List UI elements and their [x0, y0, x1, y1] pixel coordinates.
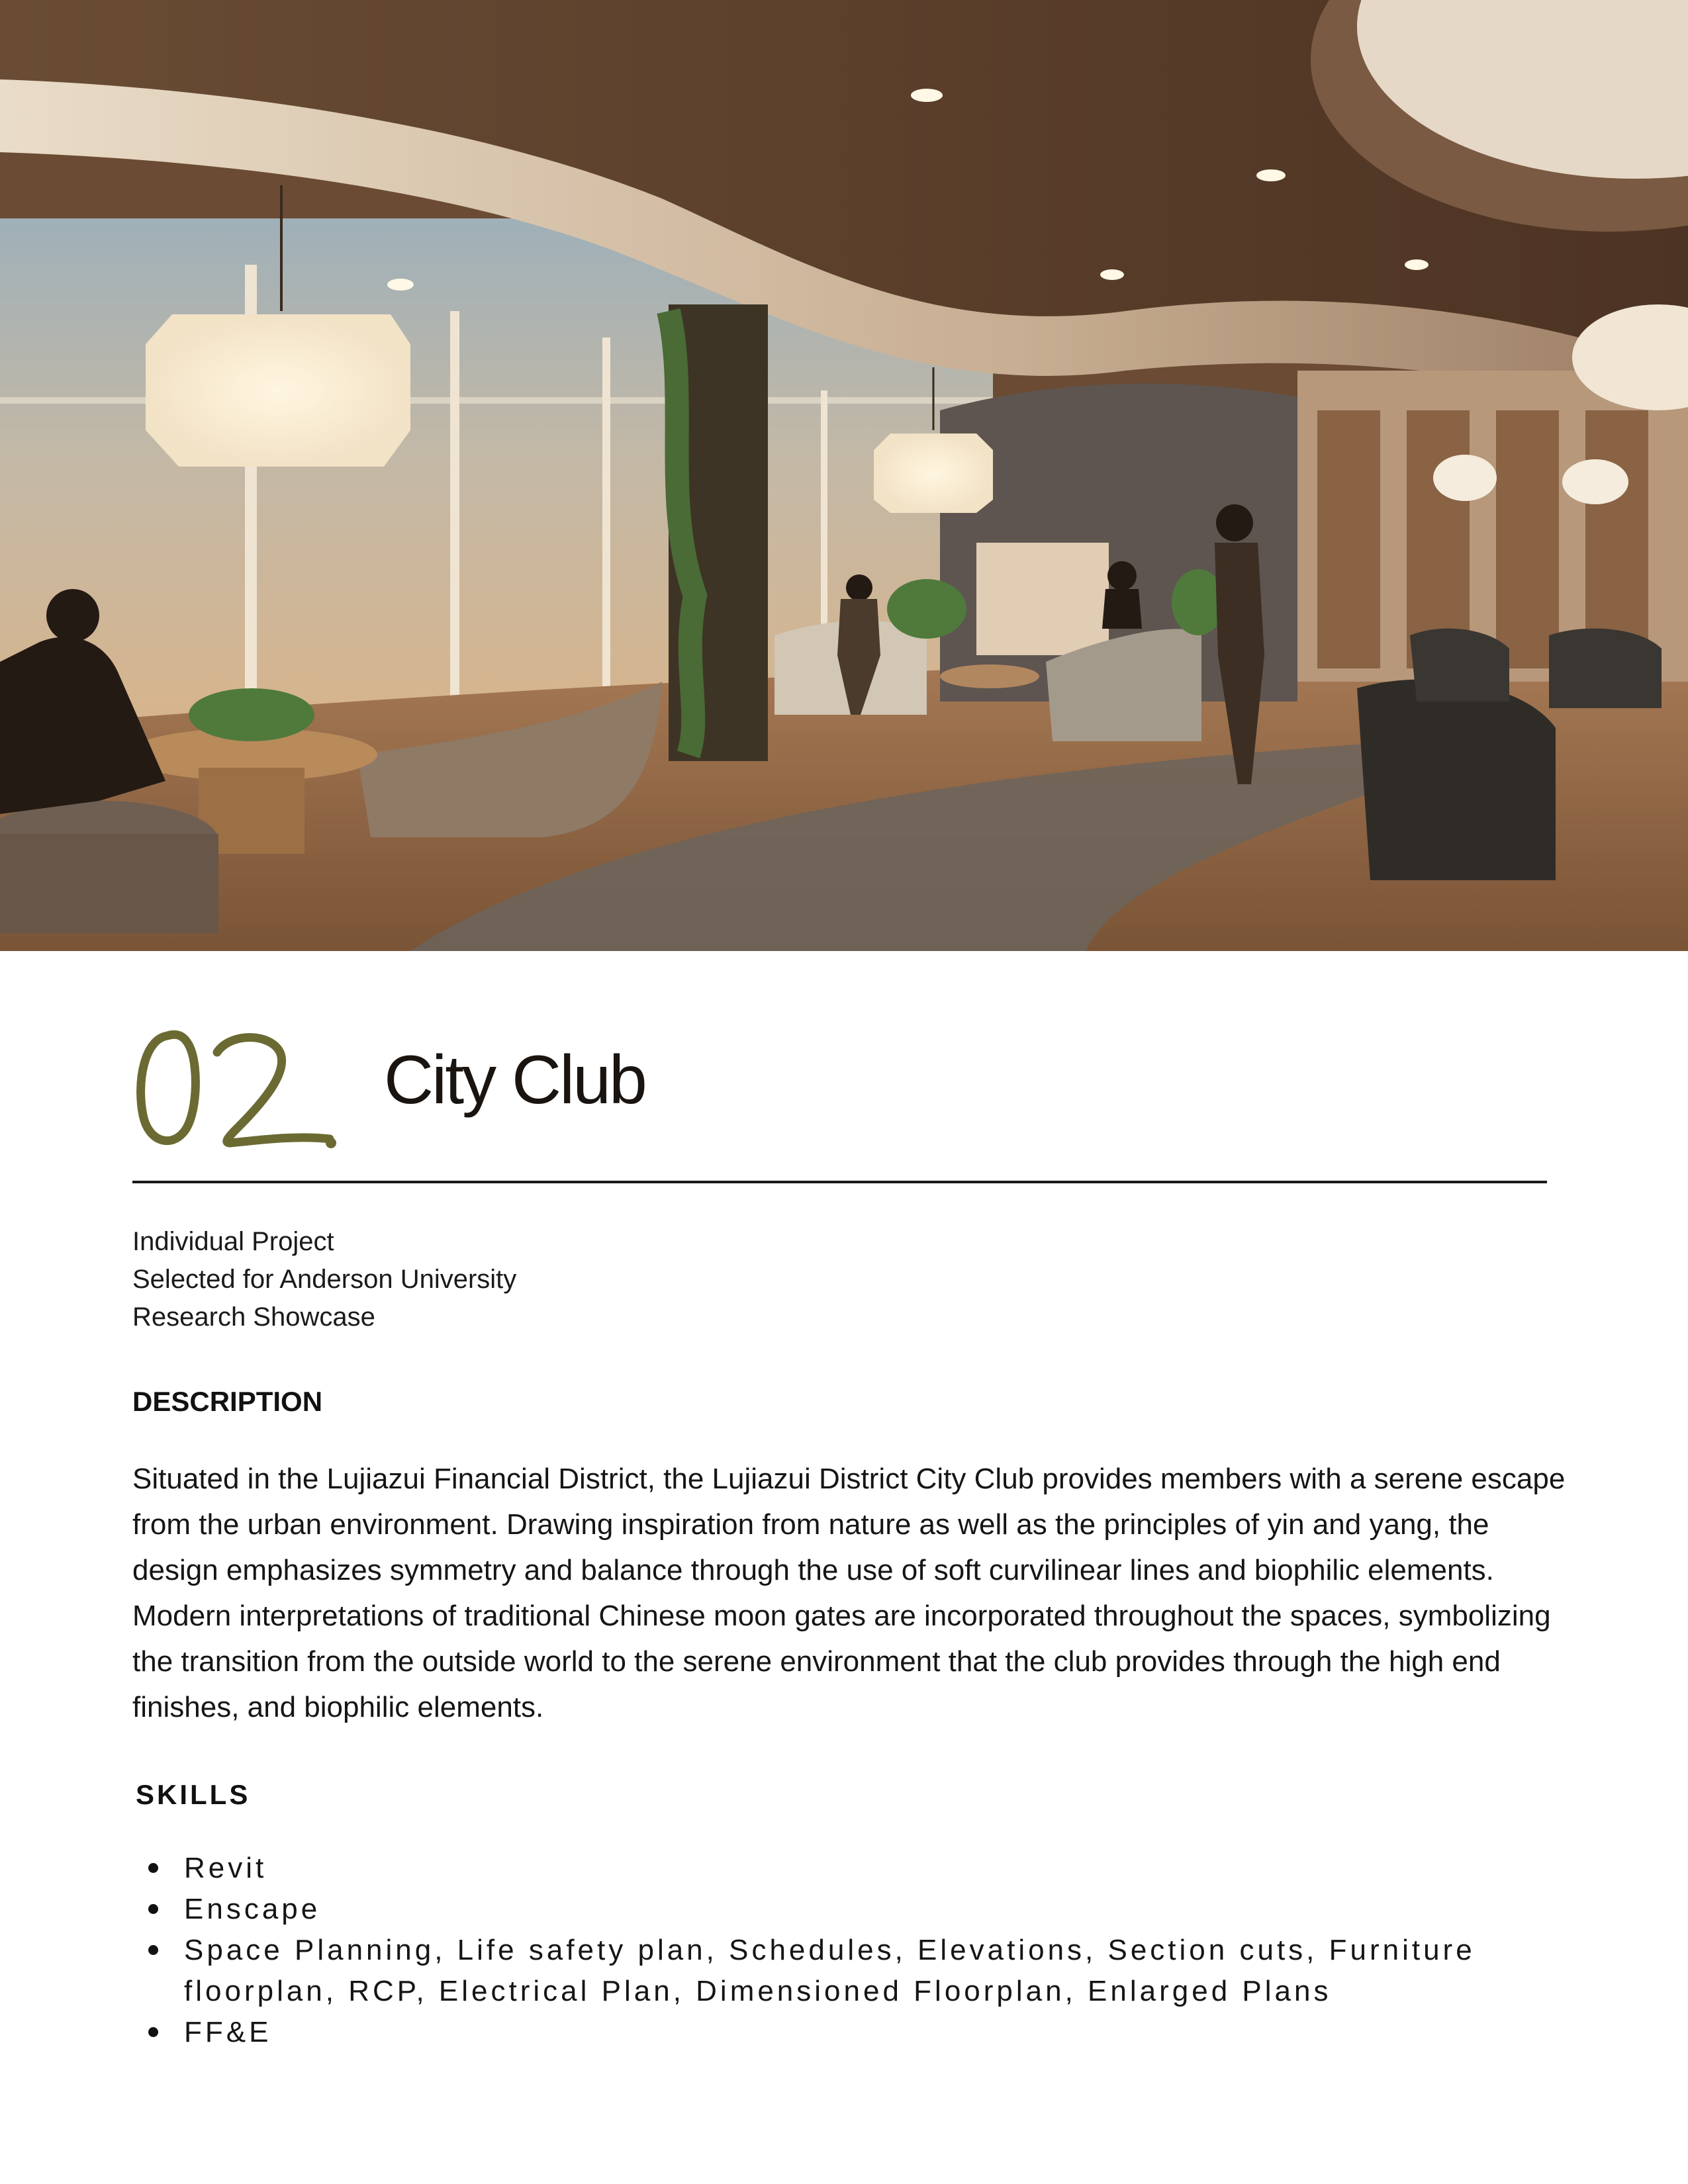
meta-line: Research Showcase [132, 1302, 375, 1332]
bullet-icon [148, 1945, 158, 1955]
bullet-icon [148, 1904, 158, 1914]
skills-heading: SKILLS [136, 1779, 251, 1810]
project-meta [132, 1223, 516, 1336]
skill-item [139, 2012, 1542, 2053]
skill-label: FF&E [184, 2016, 272, 2048]
project-title: City Club [384, 1042, 645, 1118]
meta-line: Selected for Anderson University [132, 1265, 517, 1294]
project-number-mark [131, 1023, 350, 1152]
meta-line: Individual Project [132, 1227, 334, 1256]
description-heading: DESCRIPTION [132, 1386, 323, 1417]
title-divider [132, 1181, 1547, 1183]
skill-item [139, 1889, 1542, 1930]
bullet-icon [148, 1863, 158, 1873]
description-body: Situated in the Lujiazui Financial District, the Lujiazui District City Club provides members with a serene escape from the urban environment. Drawing inspiration from nature as well as the principles of yin and yang, the design emphasizes symmetry and balance through the use of soft curvilinear lines and biophilic elements. Modern interpretations of traditional Chinese moon gates are incorporated throughout the spaces, symbolizing the transition from the outside world to the serene environment that the club provides through the high end finishes, and biophilic elements. [132, 1463, 1566, 1723]
hero-image [0, 0, 1688, 951]
skill-label: Revit [184, 1852, 267, 1884]
skills-list [139, 1848, 1542, 2053]
skill-item [139, 1930, 1542, 2012]
skill-label: Space Planning, Life safety plan, Schedules, Elevations, Section cuts, Furniture floorplan, RCP, Electrical Plan, Dimensioned Floorplan, Enlarged Plans [184, 1934, 1476, 2007]
bullet-icon [148, 2027, 158, 2037]
skill-item [139, 1848, 1542, 1889]
skill-label: Enscape [184, 1893, 321, 1925]
